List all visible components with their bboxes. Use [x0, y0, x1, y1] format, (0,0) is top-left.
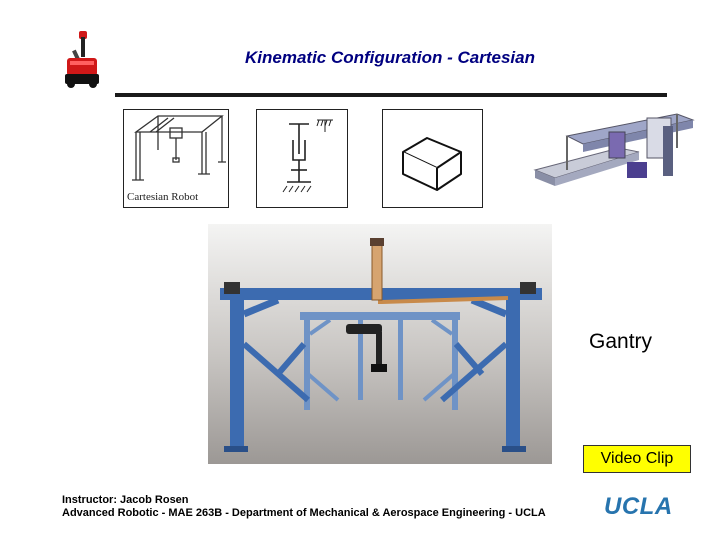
video-clip-label: Video Clip	[600, 450, 674, 467]
video-clip-button[interactable]	[583, 445, 691, 473]
ucla-logo: UCLA	[604, 493, 673, 520]
industrial-gantry-photo	[527, 108, 697, 204]
robot-logo-icon	[60, 28, 106, 92]
footer-instructor: Instructor: Jacob Rosen	[62, 494, 189, 506]
gantry-photo	[208, 224, 552, 464]
footer	[62, 494, 546, 520]
slide-title: Kinematic Configuration - Cartesian	[245, 48, 535, 67]
footer-course: Advanced Robotic - MAE 263B - Department of Mechanical & Aerospace Engineering - UCLA	[62, 507, 546, 519]
gantry-caption: Gantry	[589, 330, 653, 353]
box-workspace-icon	[382, 109, 483, 208]
cartesian-robot-label: Cartesian Robot	[127, 191, 199, 203]
cartesian-robot-drawing	[123, 109, 229, 208]
joint-diagram	[256, 109, 348, 208]
title-underline	[115, 93, 667, 97]
